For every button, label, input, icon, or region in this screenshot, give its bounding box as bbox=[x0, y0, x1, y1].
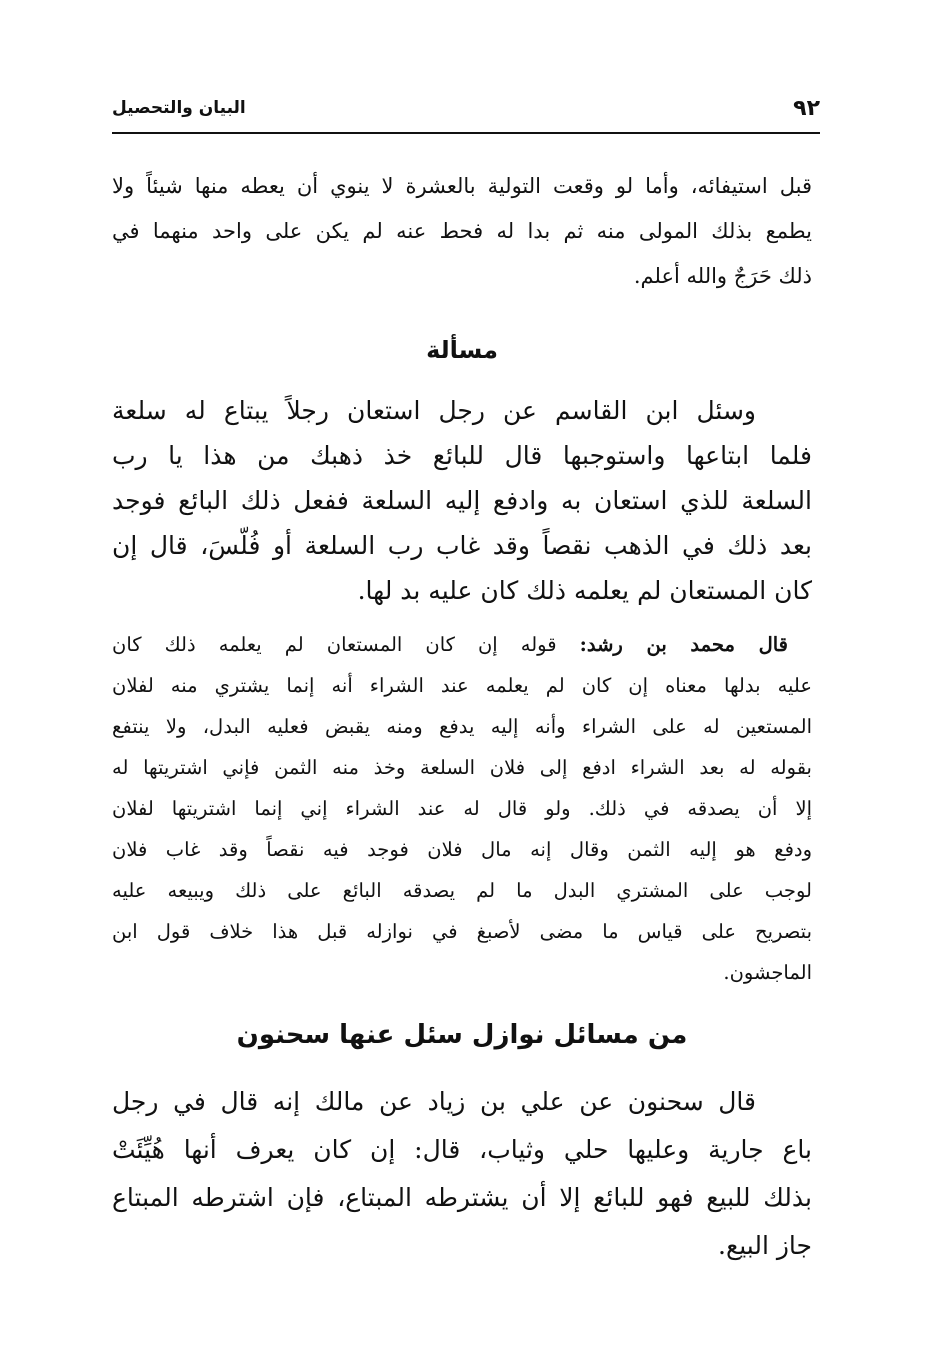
paragraph-1 bbox=[112, 164, 812, 299]
paragraph-line: بذلك للبيع فهو للبائع إلا أن يشترطه المبتاع، فإن اشترطه المبتاع bbox=[112, 1183, 812, 1212]
commentary-paragraph bbox=[112, 624, 812, 993]
paragraph-line: باع جارية وعليها حلي وثياب، قال: إن كان يعرف أنها هُيِّئَتْ bbox=[112, 1135, 812, 1164]
paragraph-line: بعد ذلك في الذهب نقصاً وقد غاب رب السلعة أو فُلّسَ، قال إن bbox=[112, 531, 812, 560]
page-header bbox=[112, 92, 820, 128]
paragraph-4 bbox=[112, 1078, 812, 1270]
paragraph-line: قبل استيفائه، وأما لو وقعت التولية بالعشرة لا ينوي أن يعطه منها شيئاً ولا bbox=[112, 174, 813, 198]
header-rule bbox=[112, 132, 820, 134]
paragraph-line: كان المستعان لم يعلمه ذلك كان عليه بد لها. bbox=[357, 576, 812, 605]
paragraph-line: ودفع هو إليه الثمن وقال إنه مال فلان فوجد فيه نقصاً وقد غاب فلان bbox=[112, 838, 812, 861]
paragraph-line: إلا أن يصدقه في ذلك. ولو قال له عند الشراء إني إنما اشتريتها لفلان bbox=[112, 797, 812, 820]
running-title: البيان والتحصيل bbox=[112, 98, 246, 118]
paragraph-line: قال محمد بن رشد: قوله إن كان المستعان لم يعلمه ذلك كان bbox=[112, 633, 789, 656]
paragraph-line: فلما ابتاعها واستوجبها قال للبائع خذ ذهبك من هذا يا رب bbox=[112, 441, 812, 470]
paragraph-line: قال سحنون عن علي بن زياد عن مالك إنه قال في رجل bbox=[112, 1087, 756, 1116]
paragraph-line: بقوله له بعد الشراء ادفع إلى فلان السلعة وخذ منه الثمن فإني اشتريتها له bbox=[112, 756, 812, 779]
chapter-heading: من مسائل نوازل سئل عنها سحنون bbox=[236, 1020, 688, 1050]
paragraph-2 bbox=[112, 388, 812, 613]
paragraph-line: الماجشون. bbox=[723, 961, 812, 984]
paragraph-line: وسئل ابن القاسم عن رجل استعان رجلاً يبتاع له سلعة bbox=[112, 396, 756, 425]
section-heading: مسألة bbox=[426, 336, 498, 364]
paragraph-line: عليه بدلها معناه إن كان لم يعلمه عند الشراء أنه إنما يشتري منه لفلان bbox=[112, 674, 812, 697]
paragraph-line: جاز البيع. bbox=[718, 1231, 812, 1260]
paragraph-line: ذلك حَرَجٌ والله أعلم. bbox=[633, 264, 812, 288]
page-number: ٩٢ bbox=[793, 96, 820, 121]
paragraph-line: بتصريح على قياس ما مضى لأصبغ في نوازله قبل هذا خلاف قول ابن bbox=[112, 920, 812, 943]
paragraph-line: يطمع بذلك المولى منه ثم بدا له فحط عنه لم يكن على واحد منهما في bbox=[112, 219, 812, 243]
commentary-lead: قال محمد بن رشد: bbox=[579, 633, 789, 656]
paragraph-line: لوجب على المشتري البدل ما لم يصدقه البائع على ذلك ويبيعه عليه bbox=[112, 879, 812, 902]
paragraph-line: المستعين له على الشراء وأنه إليه يدفع ومنه يقبض فعليه البدل، ولا ينتفع bbox=[112, 715, 812, 738]
paragraph-line: السلعة للذي استعان به وادفع إليه السلعة ففعل ذلك البائع فوجد bbox=[112, 486, 812, 515]
